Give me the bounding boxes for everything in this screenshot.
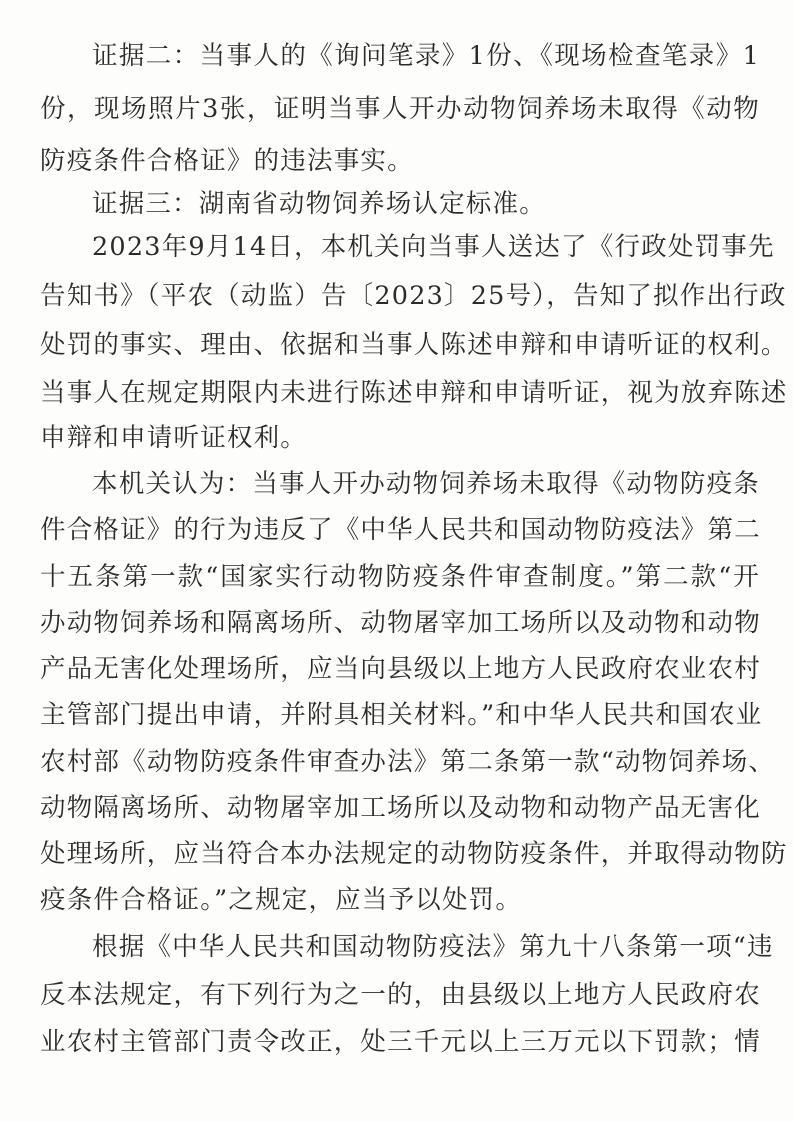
text-line: 件合格证》的行为违反了《中华人民共和国动物防疫法》第二 — [40, 515, 761, 545]
text-line: 处罚的事实、理由、依据和当事人陈述申辩和申请听证的权利。 — [40, 330, 788, 360]
text-line: 处理场所，应当符合本办法规定的动物防疫条件，并取得动物防 — [40, 839, 788, 869]
text-line: 份，现场照片3张，证明当事人开办动物饲养场未取得《动物 — [40, 94, 760, 124]
text-line: 产品无害化处理场所，应当向县级以上地方人民政府农业农村 — [40, 654, 761, 684]
text-line: 反本法规定，有下列行为之一的，由县级以上地方人民政府农 — [40, 980, 761, 1010]
text-line: 主管部门提出申请，并附具相关材料。”和中华人民共和国农业 — [40, 700, 763, 730]
text-line: 2023年9月14日，本机关向当事人送达了《行政处罚事先 — [92, 232, 775, 262]
text-line: 申辩和申请听证权利。 — [40, 423, 308, 453]
text-line: 本机关认为：当事人开办动物饲养场未取得《动物防疫条 — [92, 469, 760, 499]
text-line: 农村部《动物防疫条件审查办法》第二条第一款“动物饲养场、 — [40, 747, 776, 777]
text-line: 十五条第一款“国家实行动物防疫条件审查制度。”第二款“开 — [40, 562, 760, 592]
text-line: 证据三：湖南省动物饲养场认定标准。 — [92, 189, 546, 219]
text-line: 证据二：当事人的《询问笔录》1份、《现场检查笔录》1 — [92, 41, 760, 71]
text-line: 根据《中华人民共和国动物防疫法》第九十八条第一项“违 — [92, 932, 774, 962]
text-line: 动物隔离场所、动物屠宰加工场所以及动物和动物产品无害化 — [40, 793, 761, 823]
text-line: 办动物饲养场和隔离场所、动物屠宰加工场所以及动物和动物 — [40, 608, 761, 638]
text-line: 当事人在规定期限内未进行陈述申辩和申请听证，视为放弃陈述 — [40, 378, 788, 408]
text-line: 告知书》（平农（动监）告〔2023〕25号），告知了拟作出行政 — [40, 281, 787, 311]
text-line: 疫条件合格证。”之规定，应当予以处罚。 — [40, 885, 523, 915]
text-line: 防疫条件合格证》的违法事实。 — [40, 146, 414, 176]
text-line: 业农村主管部门责令改正，处三千元以上三万元以下罚款；情 — [40, 1027, 761, 1057]
